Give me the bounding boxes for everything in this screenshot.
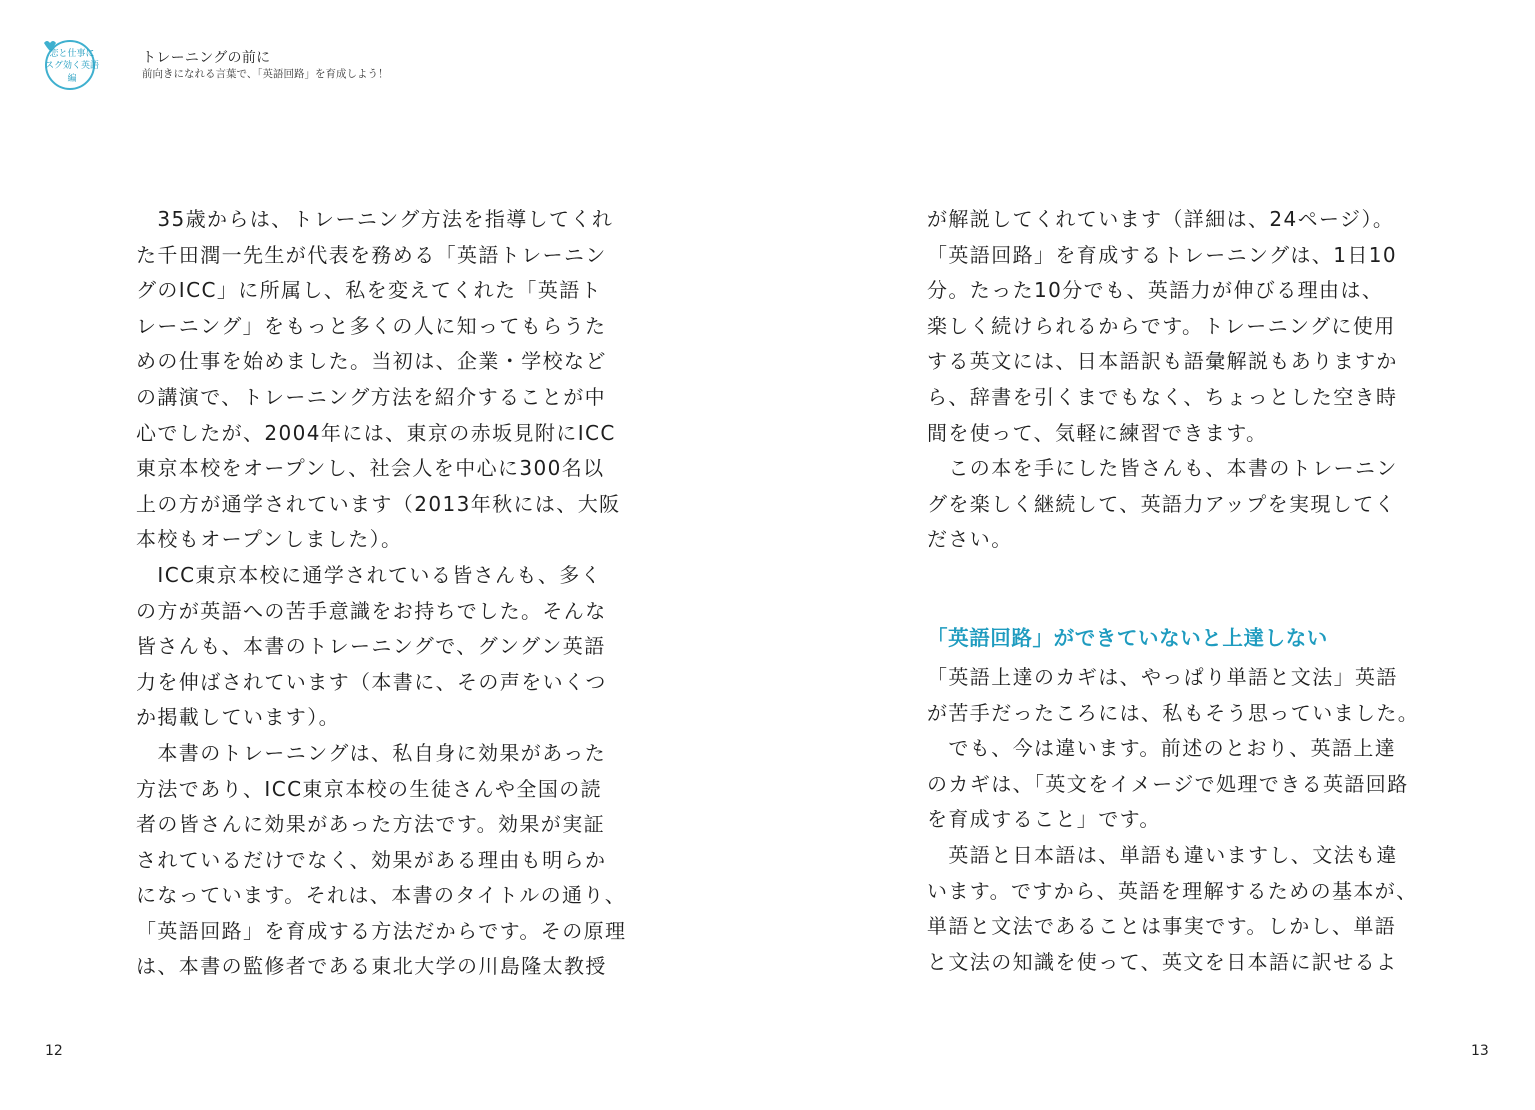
body-line: 間を使って、気軽に練習できます。 bbox=[927, 420, 1268, 445]
body-line: 本書のトレーニングは、私自身に効果があった bbox=[136, 740, 607, 765]
body-line: と文法の知識を使って、英文を日本語に訳せるよ bbox=[927, 949, 1398, 974]
page-number-left: 12 bbox=[45, 1043, 63, 1059]
body-line: 「英語上達のカギは、やっぱり単語と文法」英語 bbox=[927, 665, 1398, 689]
logo-line-3: 編 bbox=[67, 74, 77, 84]
body-line: 上の方が通学されています（2013年秋には、大阪 bbox=[136, 491, 621, 516]
body-line: でも、今は違います。前述のとおり、英語上達 bbox=[927, 736, 1397, 761]
body-line: になっています。それは、本書のタイトルの通り、 bbox=[136, 883, 627, 908]
body-line: のカギは、「英文をイメージで処理できる英語回路 bbox=[927, 771, 1409, 796]
logo-line-1: 恋と仕事に bbox=[49, 49, 95, 59]
body-line: は、本書の監修者である東北大学の川島隆太教授 bbox=[136, 954, 607, 979]
body-line: 英語と日本語は、単語も違いますし、文法も違 bbox=[927, 842, 1398, 867]
left-page-body bbox=[136, 202, 627, 985]
body-line: ICC東京本校に通学されている皆さんも、多く bbox=[136, 562, 603, 587]
body-line: レーニング」をもっと多くの人に知ってもらうた bbox=[136, 313, 607, 338]
body-line: グのICC」に所属し、私を変えてくれた「英語ト bbox=[136, 278, 603, 303]
body-line: 者の皆さんに効果があった方法です。効果が実証 bbox=[136, 812, 605, 837]
chapter-title: トレーニングの前に bbox=[142, 50, 271, 66]
body-line: 皆さんも、本書のトレーニングで、グングン英語 bbox=[136, 634, 606, 659]
body-line: 楽しく続けられるからです。トレーニングに使用 bbox=[927, 313, 1396, 338]
body-line: が解説してくれています（詳細は、24ページ）。 bbox=[927, 207, 1395, 231]
right-page-body-bottom bbox=[927, 660, 1420, 980]
body-line: か掲載しています）。 bbox=[136, 705, 340, 730]
body-line: ださい。 bbox=[927, 527, 1013, 552]
body-line: する英文には、日本語訳も語彙解説もありますか bbox=[927, 349, 1398, 374]
body-line: 分。たった10分でも、英語力が伸びる理由は、 bbox=[927, 278, 1384, 303]
page-number-right: 13 bbox=[1471, 1043, 1489, 1059]
body-line: 力を伸ばされています（本書に、その声をいくつ bbox=[136, 669, 607, 694]
body-line: 方法であり、ICC東京本校の生徒さんや全国の読 bbox=[136, 776, 603, 801]
body-line: 「英語回路」を育成する方法だからです。その原理 bbox=[136, 918, 627, 943]
body-line: 単語と文法であることは事実です。しかし、単語 bbox=[927, 914, 1397, 939]
body-line: ら、辞書を引くまでもなく、ちょっとした空き時 bbox=[927, 384, 1398, 409]
body-line: 心でしたが、2004年には、東京の赤坂見附にICC bbox=[136, 420, 616, 445]
body-line: されているだけでなく、効果がある理由も明らか bbox=[136, 847, 607, 872]
body-line: 本校もオープンしました）。 bbox=[136, 527, 403, 552]
logo-line-2: スグ効く英語 bbox=[44, 61, 100, 71]
body-line: 東京本校をオープンし、社会人を中心に300名以 bbox=[136, 456, 605, 481]
body-line: います。ですから、英語を理解するための基本が、 bbox=[927, 878, 1418, 903]
body-line: が苦手だったころには、私もそう思っていました。 bbox=[927, 700, 1420, 725]
right-page-body-top bbox=[927, 202, 1403, 558]
body-line: 35歳からは、トレーニング方法を指導してくれ bbox=[136, 207, 614, 231]
series-logo bbox=[42, 36, 100, 92]
body-line: グを楽しく継続して、英語力アップを実現してく bbox=[927, 491, 1396, 516]
body-line: の方が英語への苦手意識をお持ちでした。そんな bbox=[136, 598, 607, 623]
chapter-subtitle: 前向きになれる言葉で、「英語回路」を育成しよう！ bbox=[142, 68, 389, 80]
section-heading: 「英語回路」ができていないと上達しない bbox=[927, 626, 1328, 650]
body-line: を育成すること」です。 bbox=[927, 807, 1161, 832]
body-line: この本を手にした皆さんも、本書のトレーニン bbox=[927, 456, 1398, 481]
body-line: 「英語回路」を育成するトレーニングは、1日10 bbox=[927, 242, 1397, 267]
body-line: た千田潤一先生が代表を務める「英語トレーニン bbox=[136, 242, 607, 267]
body-line: めの仕事を始めました。当初は、企業・学校など bbox=[136, 349, 607, 374]
body-line: の講演で、トレーニング方法を紹介することが中 bbox=[136, 384, 606, 409]
